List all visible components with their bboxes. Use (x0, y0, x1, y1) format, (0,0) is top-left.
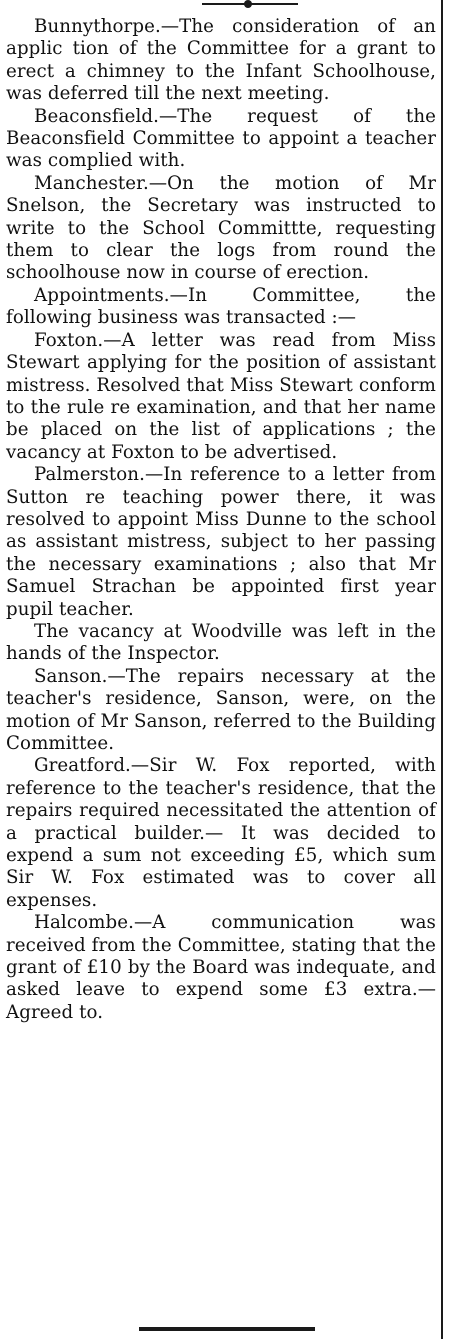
column-divider (441, 0, 443, 1339)
paragraph-appointments (6, 285, 436, 330)
paragraph-text: In reference to a letter from Sutton re teaching power there, it was resolved to appoint Miss Dunne to the school as assistant mistress, subject to her passing the necessary examinations ; also that Mr Samuel Strachan be appointed first year pupil teacher. (6, 464, 436, 620)
place-name: Bunnythorpe.— (34, 16, 180, 37)
place-name: Greatford.— (34, 755, 150, 777)
paragraph-sanson (6, 666, 436, 756)
place-name: Halcombe.— (34, 912, 153, 934)
article-body (6, 16, 436, 1024)
place-name: Sanson.— (34, 665, 126, 687)
paragraph-text: On the motion of Mr Snelson, the Secretary was instructed to write to the School Committte, requesting them to clear the logs from round the schoolhouse now in course of erection. (6, 172, 436, 284)
paragraph-greatford (6, 755, 436, 912)
paragraph-text: The request of the Beaconsfield Committee to appoint a teacher was complied with. (6, 105, 436, 172)
paragraph-text: The repairs necessary at the teacher's residence, Sanson, were, on the motion of Mr Sanson, referred to the Building Committee. (6, 665, 436, 754)
paragraph-halcombe (6, 912, 436, 1024)
paragraph-palmerston (6, 464, 436, 621)
newspaper-column (6, 0, 438, 1339)
place-name: Foxton.— (34, 329, 122, 351)
top-ornament (244, 0, 252, 8)
paragraph-text: A communication was received from the Committee, stating that the grant of £10 by the Board was indequate, and asked leave to expend some £3 extra.—Agreed to. (6, 912, 436, 1023)
paragraph-text: The vacancy at Woodville was left in the hands of the Inspector. (6, 620, 436, 665)
paragraph-text: In Committee, the following business was transacted :— (6, 284, 436, 329)
bottom-rule (139, 1327, 315, 1331)
paragraph-woodville (6, 621, 436, 666)
paragraph-beaconsfield (6, 106, 436, 173)
place-name: Manchester.— (34, 172, 168, 194)
place-name: Palmerston.— (34, 464, 164, 486)
place-name: Beaconsfield.— (34, 105, 178, 127)
paragraph-text: Sir W. Fox reported, with reference to the teacher's residence, that the repairs required necessitated the attention of a practical builder.— It was decided to expend a sum not exceeding £5, which sum Sir W. Fox estimated was to cover all expenses. (6, 755, 436, 911)
paragraph-manchester (6, 173, 436, 285)
paragraph-foxton (6, 330, 436, 464)
paragraph-bunnythorpe (6, 16, 436, 106)
place-name: Appointments.— (34, 284, 188, 306)
paragraph-text: The consideration of an applic tion of the Committee for a grant to erect a chimney to the Infant Schoolhouse, was deferred till the next meeting. (6, 16, 436, 105)
paragraph-text: A letter was read from Miss Stewart applying for the position of assistant mistress. Resolved that Miss Stewart conform to the rule re examination, and that her name be placed on the list of applications ; the vacancy at Foxton to be advertised. (6, 329, 436, 463)
